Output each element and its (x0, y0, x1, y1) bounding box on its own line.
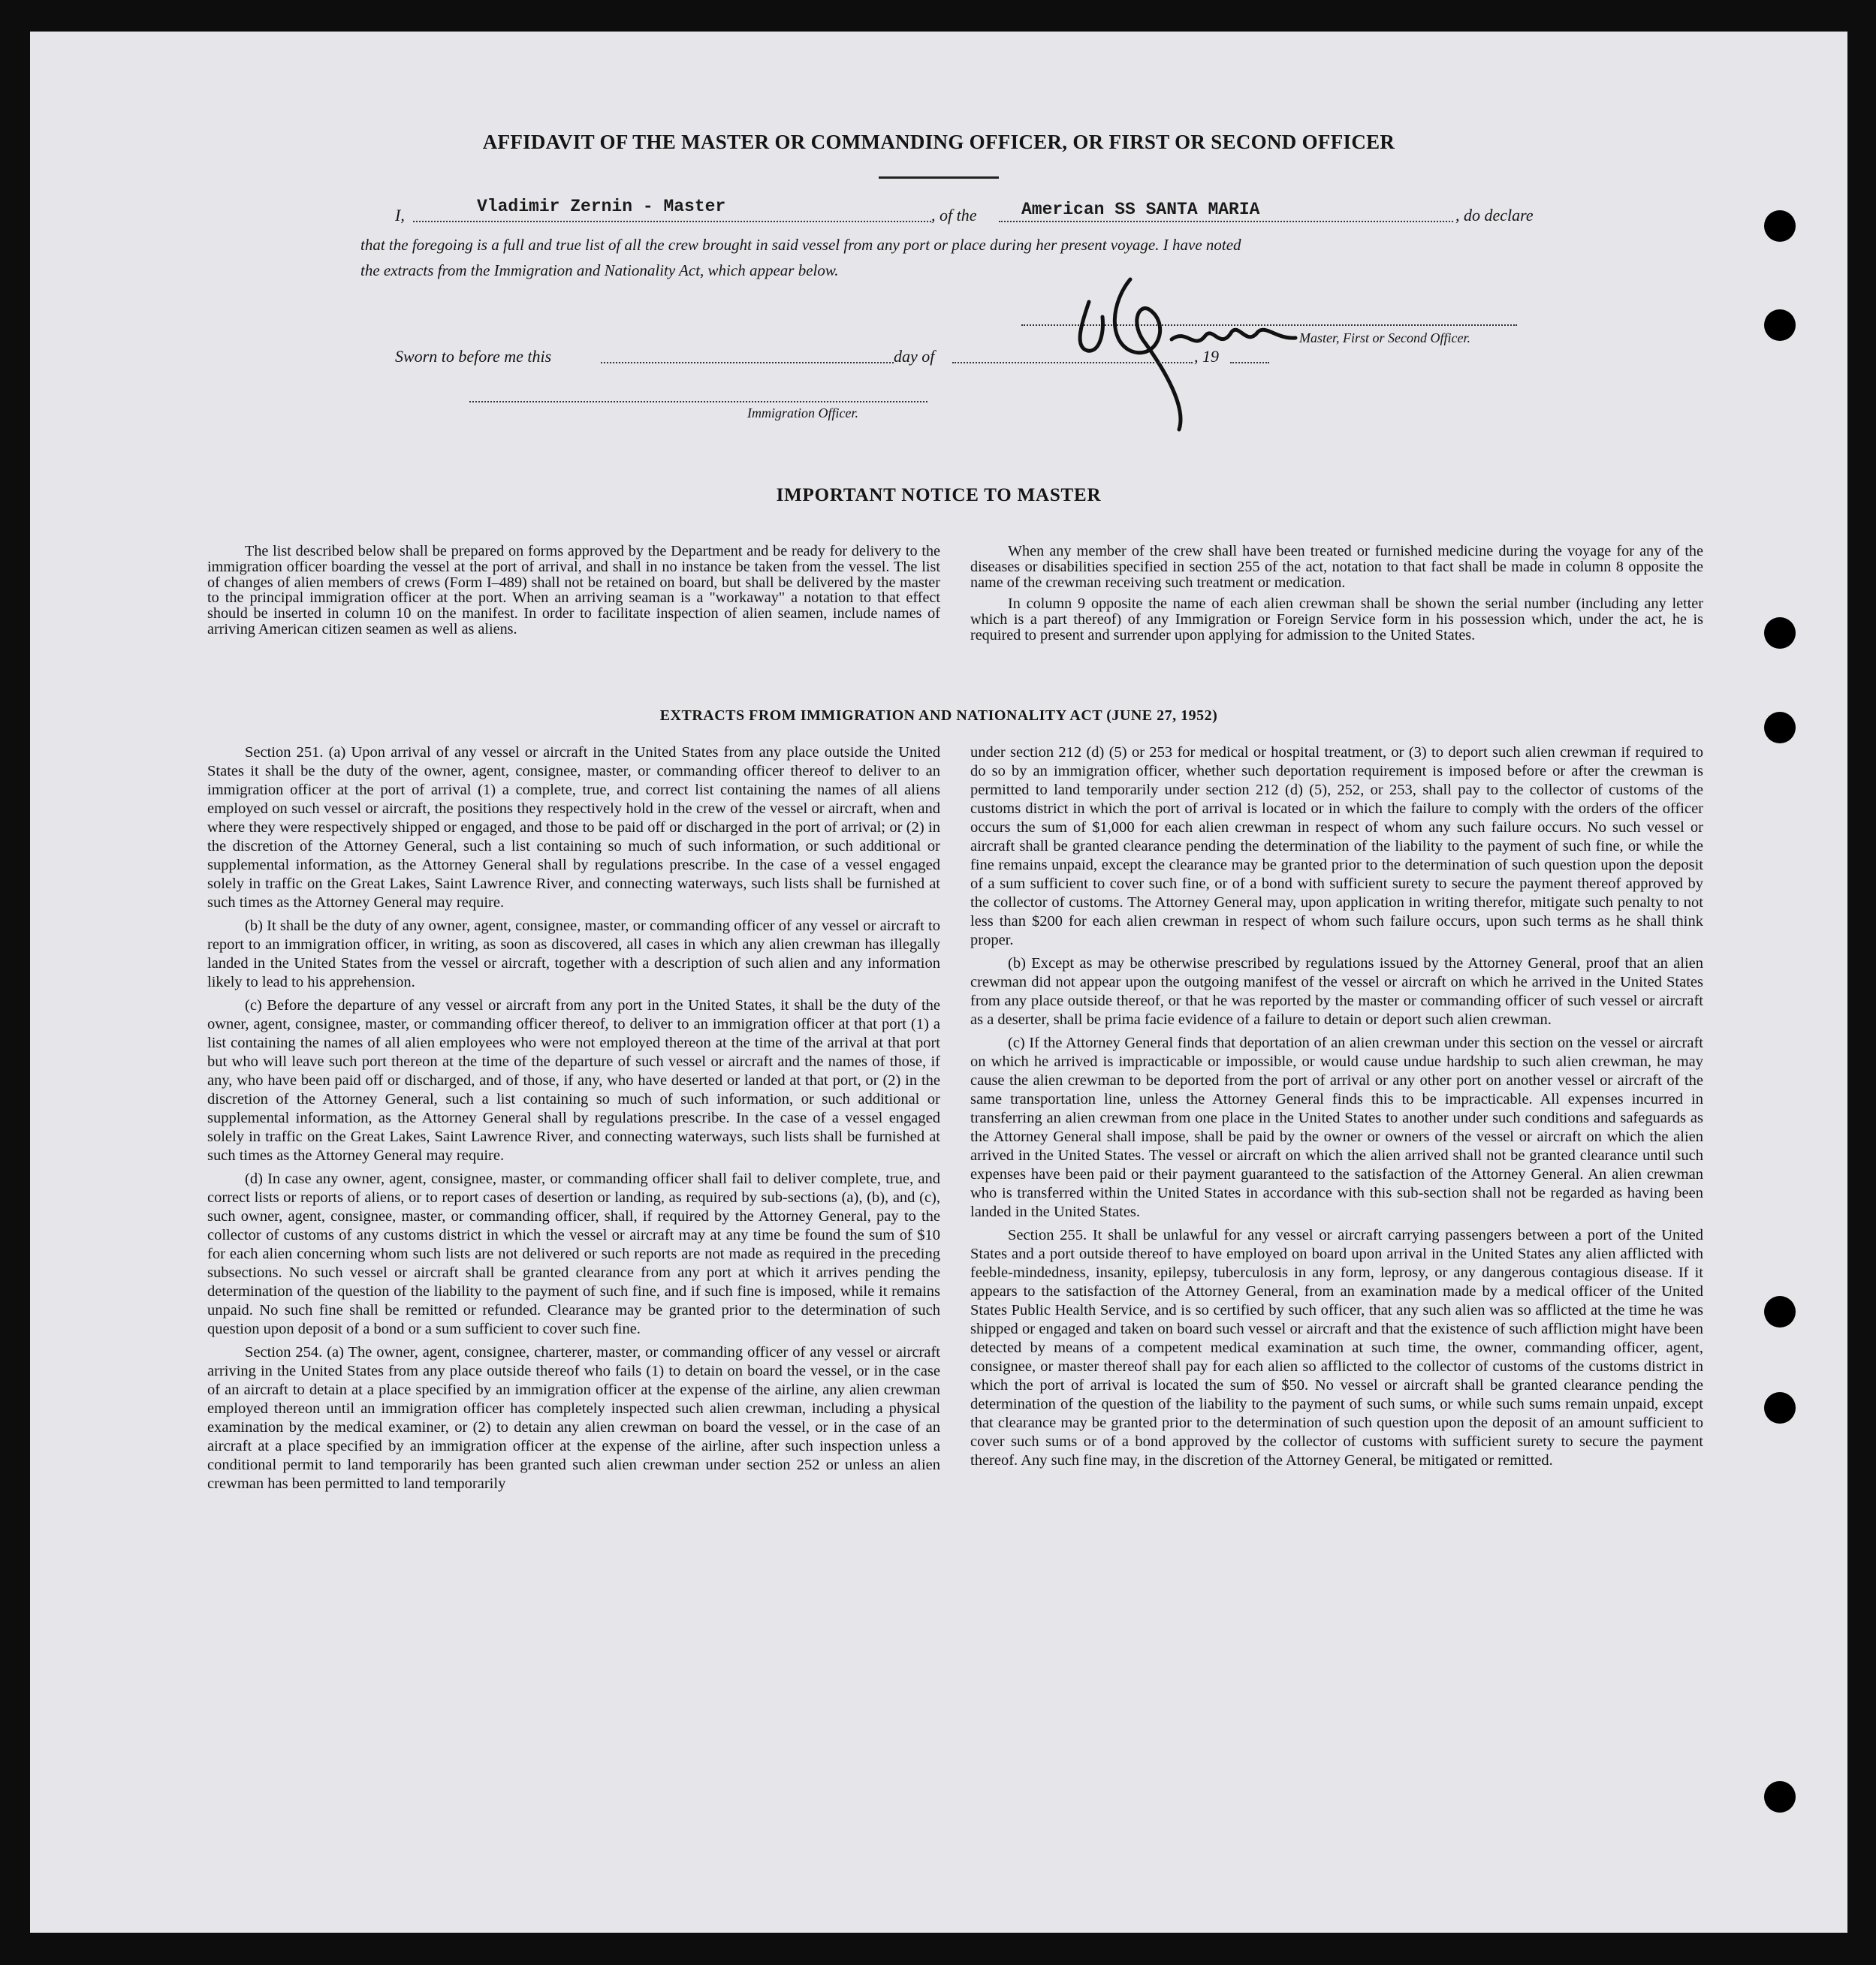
sworn-year-blank (1230, 362, 1269, 363)
sworn-label: Sworn to before me this (395, 347, 552, 366)
officer-caption: Immigration Officer. (747, 405, 858, 420)
notice-paragraph: When any member of the crew shall have been treated or furnished medicine during the voyage for any of the diseases or disabilities specified in section 255 of the act, notation to that fact shall be made in column 8 opposite the name of the crewman receiving such treatment or medication. (970, 543, 1703, 591)
punch-hole (1764, 1781, 1796, 1813)
vessel-name: American SS SANTA MARIA (1021, 200, 1260, 219)
declaration-prefix: I, (395, 206, 405, 225)
punch-hole (1764, 712, 1796, 743)
notice-heading: IMPORTANT NOTICE TO MASTER (776, 485, 1102, 505)
law-paragraph: under section 212 (d) (5) or 253 for medical or hospital treatment, or (3) to deport such alien crewman if required to do so by an immigration officer, whether such deportation requirement is imposed before or after the crewman is permitted to land temporarily under section 212 (d) (5), 252, or 253, shall pay to the collector of customs of the customs district in which the port of arrival is located or in which the failure to comply with the orders of the officer occurs the sum of $1,000 for each alien crewman in respect of whom any such failure occurs. No such vessel or aircraft shall be granted clearance pending the determination of the liability to the payment of such fine, or while the fine remains unpaid, except the clearance may be granted prior to the determination of such question upon the deposit of a sum sufficient to cover such fine, or of a bond with sufficient surety to secure the payment thereof approved by the collector of customs. The Attorney General may, upon application in writing therefor, mitigate such penalty to not less than $200 for each alien crewman in respect of whom such failure occurs, upon such terms as he shall think proper. (970, 744, 1703, 948)
notice-paragraph: In column 9 opposite the name of each alien crewman shall be shown the serial number (including any letter which is a part thereof) of any Immigration or Foreign Service form in his possession which, under the act, he is required to present and surrender upon applying for admission to the United States. (970, 595, 1703, 643)
law-paragraph: Section 254. (a) The owner, agent, consignee, charterer, master, or commanding officer of any vessel or aircraft arriving in the United States from any place outside thereof who fails (1) to detain on board the vessel, or in the case of an aircraft to detain at a place specified by an immigration officer at the expense of the airline, any alien crewman employed thereon until an immigration officer has completely inspected such alien crewman, including a physical examination by the medical examiner, or (2) to detain any alien crewman on board the vessel, or in the case of an aircraft at a place specified by an immigration officer at the expense of the airline, after such inspection unless a conditional permit to land temporarily has been granted such alien crewman under section 252 or unless an alien crewman has been permitted to land temporarily (207, 1344, 940, 1492)
master-name: Vladimir Zernin - Master (477, 197, 726, 216)
year-label: , 19 (1194, 347, 1219, 366)
signature-caption: Master, First or Second Officer. (1299, 330, 1470, 345)
declaration-line-3: the extracts from the Immigration and Nationality Act, which appear below. (360, 261, 839, 279)
punch-hole (1764, 1296, 1796, 1328)
law-paragraph: Section 255. It shall be unlawful for any vessel or aircraft carrying passengers between a port of the United States and a port outside thereof to have employed on board upon arrival in the United States any alien afflicted with feeble-mindedness, insanity, epilepsy, tuberculosis in any form, leprosy, or any dangerous contagious disease. If it appears to the satisfaction of the Attorney General, from an examination made by a medical officer of the United States Public Health Service, and is so certified by such officer, that any such alien was so afflicted at the time he was shipped or engaged and taken on board such vessel or aircraft and that the existence of such affliction might have been detected by means of a competent medical examination at such time, the owner, commanding officer, agent, consignee, or master thereof shall pay for each alien so afflicted to the collector of customs of the customs district in which the port of arrival is located the sum of $50. No vessel or aircraft shall be granted clearance pending the determination of the question of the liability to the payment of such sums, or while such sums remain unpaid, except that clearance may be granted prior to the determination of such question upon the deposit of an amount sufficient to cover such sums or of a bond approved by the collector of customs with sufficient surety to secure the payment thereof. Any such fine may, in the discretion of the Attorney General, be mitigated or remitted. (970, 1227, 1703, 1469)
notice-left-column (207, 544, 940, 643)
extracts-right-column (970, 743, 1703, 1475)
law-paragraph: (b) Except as may be otherwise prescribed by regulations issued by the Attorney General, proof that an alien crewman did not appear upon the outgoing manifest of the vessel or aircraft on which he arrived in the United States from any place outside thereof, or that he was reported by the master or commanding officer of such vessel or aircraft as a deserter, shall be prima facie evidence of a failure to detain or deport such alien crewman. (970, 955, 1703, 1028)
law-paragraph: (d) In case any owner, agent, consignee, master, or commanding officer shall fail to deliver complete, true, and correct lists or reports of aliens, or to report cases of desertion or landing, as required by sub-sections (a), (b), and (c), such owner, agent, consignee, master, or commanding officer, shall, if required by the Attorney General, pay to the collector of customs of any customs district in which the vessel or aircraft may at any time be found the sum of $10 for each alien concerning whom such lists are not delivered or such reports are not made as required in the preceding subsections. No such vessel or aircraft shall be granted clearance from any port at which it arrives pending the determination of the question of the liability to the payment of such fine, and if such fine is imposed, while it remains unpaid. No such fine shall be remitted or refunded. Clearance may be granted prior to the determination of such question upon deposit of a bond or a sum sufficient to cover such fine. (207, 1171, 940, 1337)
punch-hole (1764, 210, 1796, 242)
master-signature (1059, 257, 1299, 437)
title-underline (879, 176, 999, 179)
do-declare-label: , do declare (1455, 206, 1534, 225)
law-paragraph: (b) It shall be the duty of any owner, agent, consignee, master, or commanding officer of any vessel or aircraft to report to an immigration officer, in writing, as soon as discovered, all cases in which any alien crewman has illegally landed in the United States from the vessel or aircraft, together with a description of such alien and any information likely to lead to his apprehension. (207, 918, 940, 990)
extracts-left-column (207, 743, 940, 1498)
of-the-label: , of the (931, 206, 977, 225)
name-blank (413, 221, 931, 222)
vessel-blank (999, 221, 1453, 222)
page-title: AFFIDAVIT OF THE MASTER OR COMMANDING OFFICER, OR FIRST OR SECOND OFFICER (482, 131, 1395, 153)
day-of-label: day of (894, 347, 935, 366)
notice-right-column (970, 544, 1703, 649)
law-paragraph: (c) If the Attorney General finds that deportation of an alien crewman under this section on the vessel or aircraft on which he arrived is impracticable or impossible, or would cause undue hardship to such alien crewman, he may cause the alien crewman to be deported from the port of arrival or any other port on another vessel or aircraft of the same transportation line, unless the Attorney General finds this to be impracticable. All expenses incurred in transferring an alien crewman from one place in the United States to another under such conditions and safeguards as the Attorney General shall impose, shall be paid by the owner or owners of the vessel or aircraft on which the alien arrived in the United States. The vessel or aircraft on which the alien arrived shall not be granted clearance until such expenses have been paid or their payment guaranteed to the satisfaction of the Attorney General. An alien crewman who is transferred within the United States in accordance with this sub-section shall not be regarded as having been landed in the United States. (970, 1035, 1703, 1220)
law-paragraph: Section 251. (a) Upon arrival of any vessel or aircraft in the United States from any place outside the United States it shall be the duty of the owner, agent, consignee, master, or commanding officer thereof to deliver to an immigration officer at the port of arrival (1) a complete, true, and correct list containing the names of all aliens employed on such vessel or aircraft, the positions they respectively hold in the crew of the vessel or aircraft, when and where they were respectively shipped or engaged, and those to be paid off or discharged in the port of arrival; or (2) in the discretion of the Attorney General, such a list containing so much of such information, or such additional or supplemental information, as the Attorney General shall by regulations prescribe. In the case of a vessel engaged solely in traffic on the Great Lakes, Saint Lawrence River, and connecting waterways, such lists shall be furnished at such times as the Attorney General may require. (207, 744, 940, 911)
law-paragraph: (c) Before the departure of any vessel or aircraft from any port in the United States, it shall be the duty of the owner, agent, consignee, master, or commanding officer thereof, to deliver to an immigration officer at that port (1) a list containing the names of all alien employees who were not employed thereon at the time of the arrival at that port but who will leave such port thereon at the time of the departure of such vessel or aircraft and the names of those, if any, who have been paid off or discharged, and of those, if any, who have deserted or landed at that port, or (2) in the discretion of the Attorney General, such a list containing so much of such information, or such additional or supplemental information, as the Attorney General shall by regulations prescribe. In the case of a vessel engaged solely in traffic on the Great Lakes, Saint Lawrence River, and connecting waterways, such lists shall be furnished at such times as the Attorney General may require. (207, 997, 940, 1164)
declaration-line-2: that the foregoing is a full and true list of all the crew brought in said vessel from any port or place during her present voyage. I have noted (360, 236, 1241, 254)
affidavit-page (30, 32, 1847, 1933)
sworn-month-blank (952, 362, 1193, 363)
sworn-day-blank (601, 362, 894, 363)
officer-blank (469, 401, 927, 402)
punch-hole (1764, 617, 1796, 649)
punch-hole (1764, 309, 1796, 341)
notice-paragraph: The list described below shall be prepared on forms approved by the Department and be ready for delivery to the immigration officer boarding the vessel at the port of arrival, and shall in no instance be taken from the vessel. The list of changes of alien members of crews (Form I–489) shall not be retained on board, but shall be delivered by the master to the principal immigration officer at the port. When an arriving seaman is a "workaway" a notation to that effect should be inserted in column 10 on the manifest. In order to facilitate inspection of alien seamen, include names of arriving American citizen seamen as well as aliens. (207, 543, 940, 637)
punch-hole (1764, 1392, 1796, 1424)
extracts-heading: EXTRACTS FROM IMMIGRATION AND NATIONALITY ACT (JUNE 27, 1952) (659, 707, 1218, 724)
